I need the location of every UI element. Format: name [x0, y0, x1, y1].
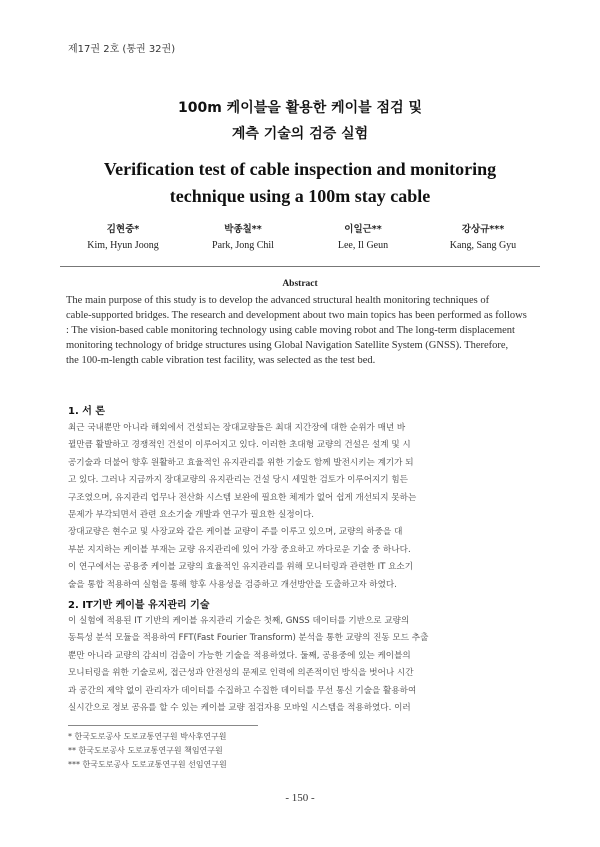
abstract-text — [66, 293, 536, 368]
author-name-en: Kim, Hyun Joong — [87, 240, 159, 251]
author-name-en: Lee, Il Geun — [337, 240, 389, 251]
author — [68, 222, 178, 254]
abstract-line: cable-supported bridges. The research and development about two main topics has been performed as follows — [66, 310, 527, 321]
korean-title-line-1: 100m 케이블을 활용한 케이블 점검 및 — [178, 100, 422, 116]
body-line: 뿐만 아니라 교량의 감쇠비 검출이 가능한 기술을 적용하였다. 둘째, 공용중에 있는 케이블의 — [68, 650, 411, 661]
body-line: 실시간으로 정보 공유를 할 수 있는 케이블 교량 점검자용 모바일 시스템을 적용하였다. 이러 — [68, 702, 411, 713]
author-name-ko: 김현중* — [106, 224, 140, 235]
body-line: 모니터링을 위한 기술로써, 접근성과 안전성의 문제로 인력에 의존적이던 방식을 벗어나 시간 — [68, 668, 414, 679]
english-title-line-2: technique using a 100m stay cable — [169, 186, 431, 206]
body-line: 동특성 분석 모듈을 적용하여 FFT(Fast Fourier Transform) 분석을 통한 교량의 진동 모드 추출 — [68, 633, 429, 644]
body-line: 구조였으며, 유지관리 업무나 전산화 시스템 보완에 필요한 체계가 없어 쉽게 개선되지 못하는 — [68, 492, 417, 503]
author — [308, 222, 418, 254]
abstract-line: : The vision-based cable monitoring technology using cable moving robot and The long-term displacement — [66, 325, 515, 336]
author-list — [68, 222, 538, 254]
footnote: ** 한국도로공사 도로교통연구원 책임연구원 — [68, 746, 223, 755]
section-body-introduction — [68, 420, 534, 594]
author-name-en: Kang, Sang Gyu — [449, 240, 517, 251]
author — [428, 222, 538, 254]
header-divider — [60, 266, 540, 267]
author-name-en: Park, Jong Chil — [212, 240, 274, 251]
journal-issue: 제17권 2호 (통권 32권) — [68, 44, 176, 55]
abstract-line: monitoring technology of bridge structures using Global Navigation Satellite System (GNSS). Therefore, — [66, 340, 509, 351]
footnote-divider — [68, 725, 258, 726]
footnote: * 한국도로공사 도로교통연구원 박사후연구원 — [68, 732, 227, 741]
abstract-heading: Abstract — [282, 279, 318, 289]
body-line: 이 연구에서는 공용중 케이블 교량의 효율적인 유지관리를 위해 모니터링과 관련한 IT 요소기 — [68, 562, 413, 573]
body-line: 과 공간의 제약 없이 관리자가 데이터를 수집하고 수집한 데이터를 무선 통신 기술을 활용하여 — [68, 685, 417, 696]
author-name-ko: 이일근** — [344, 224, 382, 235]
footnote: *** 한국도로공사 도로교통연구원 선임연구원 — [68, 760, 227, 769]
page-number: - 150 - — [285, 792, 315, 804]
body-line: 고 있다. 그러나 지금까지 장대교량의 유지관리는 건설 당시 세밀한 검토가 이루어지기 힘든 — [68, 475, 408, 486]
section-body-it-cable-maintenance — [68, 613, 534, 717]
korean-title-line-2: 계측 기술의 검증 실험 — [231, 126, 369, 142]
footnotes — [68, 730, 227, 772]
section-heading-introduction: 1. 서 론 — [68, 406, 106, 417]
body-line: 이 실험에 적용된 IT 기반의 케이블 유지관리 기술은 첫째, GNSS 데이터를 기반으로 교량의 — [68, 616, 410, 626]
body-line: 부분 지지하는 케이블 부재는 교량 유지관리에 있어 가장 중요하고 까다로운 기술 중 하나다. — [68, 544, 411, 555]
english-title-line-1: Verification test of cable inspection and monitoring — [103, 159, 497, 179]
author-name-ko: 박종칠** — [224, 224, 262, 235]
body-line: 뀔만큼 활발하고 경쟁적인 건설이 이루어지고 있다. 이러한 초대형 교량의 건설은 설계 및 시 — [68, 440, 411, 451]
body-line: 술을 통합 적용하여 실험을 통해 향후 사용성을 검증하고 개선방안을 도출하고자 하였다. — [68, 579, 397, 590]
body-line: 공기술과 더불어 향후 원활하고 효율적인 유지관리를 위한 기술도 함께 발전시키는 계기가 되 — [68, 457, 414, 468]
author-name-ko: 강상규*** — [461, 224, 505, 235]
author — [188, 222, 298, 254]
section-heading-it-cable-maintenance: 2. IT기반 케이블 유지관리 기술 — [68, 600, 210, 611]
body-line: 최근 국내뿐만 아니라 해외에서 건설되는 장대교량들은 최대 지간장에 대한 순위가 매년 바 — [68, 423, 406, 433]
abstract-line: The main purpose of this study is to develop the advanced structural health monitoring techniques of — [66, 295, 490, 306]
body-line: 문제가 부각되면서 관련 요소기술 개발과 연구가 필요한 실정이다. — [68, 509, 314, 520]
body-line: 장대교량은 현수교 및 사장교와 같은 케이블 교량이 주를 이루고 있으며, 교량의 하중을 대 — [68, 527, 403, 538]
abstract-line: the 100-m-length cable vibration test facility, was selected as the test bed. — [66, 355, 376, 366]
